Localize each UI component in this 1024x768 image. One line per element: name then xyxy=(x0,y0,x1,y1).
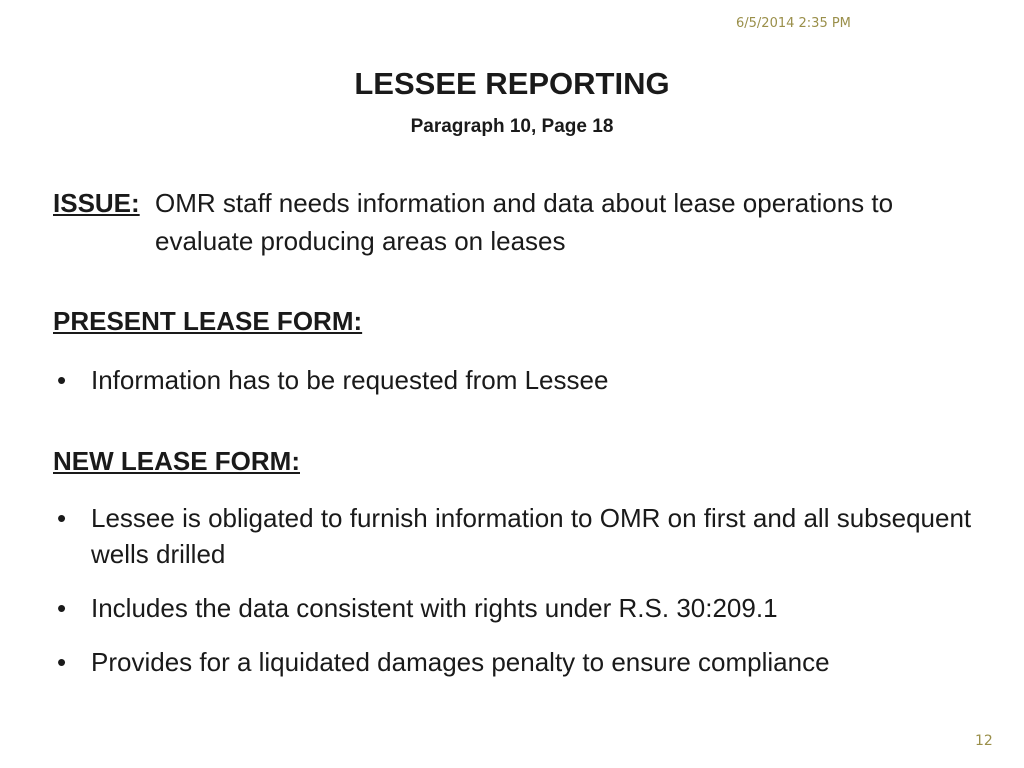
list-item xyxy=(53,362,993,398)
list-item xyxy=(53,590,993,626)
issue-label: ISSUE: xyxy=(53,188,140,218)
page-number: 12 xyxy=(975,733,993,749)
slide-timestamp: 6/5/2014 2:35 PM xyxy=(736,16,851,31)
list-item xyxy=(53,644,993,680)
list-item-text: Information has to be requested from Lessee xyxy=(91,365,609,395)
list-item xyxy=(53,500,993,572)
bullet-icon: • xyxy=(57,503,67,533)
list-item-text: Includes the data consistent with rights under R.S. 30:209.1 xyxy=(91,593,778,623)
new-lease-form-list xyxy=(53,500,993,698)
list-item-text: Provides for a liquidated damages penalty to ensure compliance xyxy=(91,647,830,677)
bullet-icon: • xyxy=(57,365,67,395)
bullet-icon: • xyxy=(57,647,67,677)
slide-subtitle: Paragraph 10, Page 18 xyxy=(410,116,614,137)
new-lease-form-heading: NEW LEASE FORM: xyxy=(53,446,300,476)
present-lease-form-heading: PRESENT LEASE FORM: xyxy=(53,306,363,336)
issue-block xyxy=(53,184,993,260)
present-lease-form-list xyxy=(53,362,993,398)
slide-title: LESSEE REPORTING xyxy=(354,66,670,101)
bullet-icon: • xyxy=(57,593,67,623)
issue-text: OMR staff needs information and data about lease operations to evaluate producing areas on leases xyxy=(155,188,894,256)
list-item-text: Lessee is obligated to furnish information to OMR on first and all subsequent wells drilled xyxy=(91,503,972,569)
